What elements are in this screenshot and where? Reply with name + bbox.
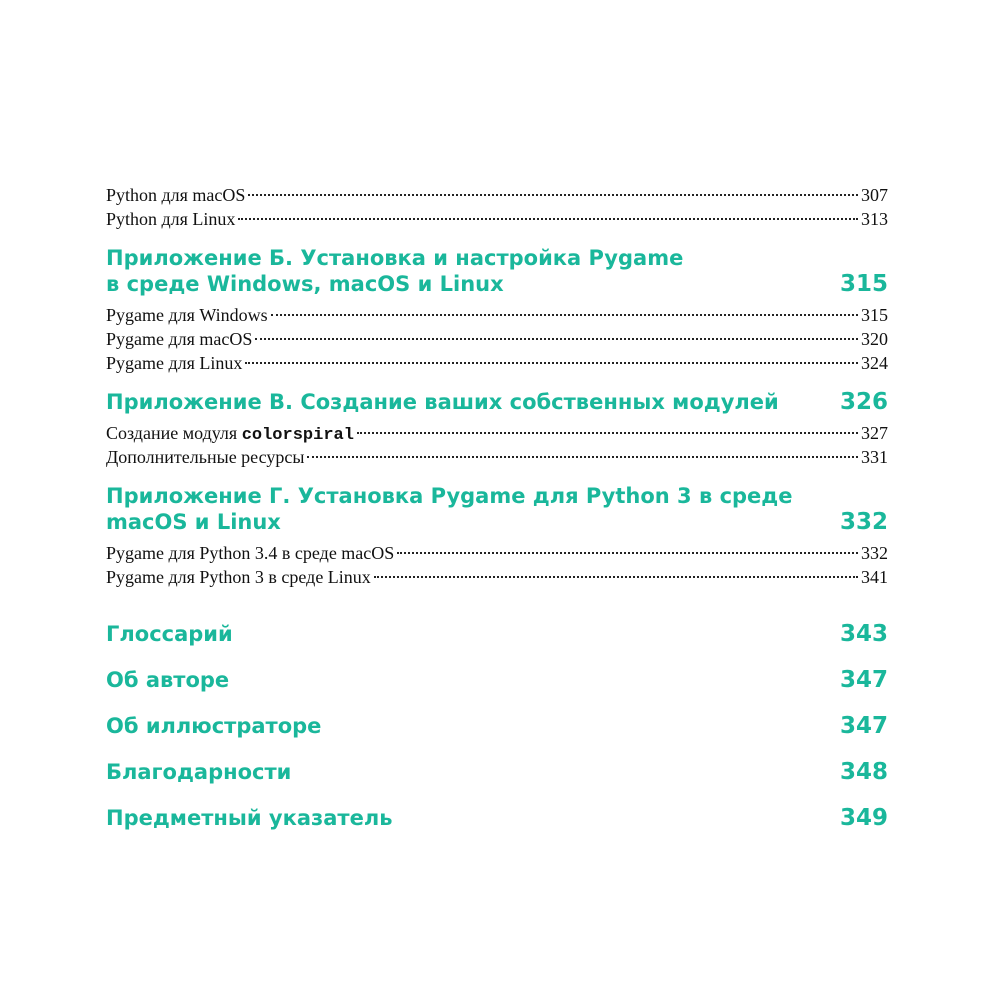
section-page: 347 <box>839 667 888 693</box>
dot-leader <box>271 314 858 316</box>
toc-entry-page: 320 <box>861 329 888 349</box>
toc-entry-label: Pygame для Python 3.4 в среде macOS <box>106 543 395 563</box>
appendix-c-heading[interactable] <box>106 389 888 415</box>
toc-entry-page: 332 <box>861 543 888 563</box>
section-page: 343 <box>839 621 888 647</box>
toc-entry[interactable] <box>106 565 888 589</box>
section-spacer <box>106 589 888 611</box>
toc-entry[interactable] <box>106 303 888 327</box>
toc-entry[interactable] <box>106 541 888 565</box>
toc-entry[interactable] <box>106 183 888 207</box>
toc-entry-label: Python для macOS <box>106 185 246 205</box>
toc-entry-label <box>106 421 354 448</box>
section-title: Предметный указатель <box>106 806 393 830</box>
section-heading-about-illustrator[interactable] <box>106 703 888 749</box>
toc-entry-page: 307 <box>861 185 888 205</box>
toc-entry[interactable] <box>106 351 888 375</box>
appendix-b-heading[interactable] <box>106 245 888 297</box>
dot-leader <box>255 338 858 340</box>
section-heading-about-author[interactable] <box>106 657 888 703</box>
table-of-contents <box>106 183 888 841</box>
appendix-d-heading[interactable] <box>106 483 888 535</box>
toc-entry-label: Python для Linux <box>106 209 236 229</box>
toc-entry-label: Дополнительные ресурсы <box>106 447 305 467</box>
toc-entry[interactable] <box>106 207 888 231</box>
dot-leader <box>397 552 858 554</box>
toc-entry-label: Pygame для Windows <box>106 305 268 325</box>
section-title: Глоссарий <box>106 622 233 646</box>
section-heading-index[interactable] <box>106 795 888 841</box>
section-heading-glossary[interactable] <box>106 611 888 657</box>
section-page: 349 <box>839 805 888 831</box>
toc-entry-label: Pygame для macOS <box>106 329 253 349</box>
toc-entry-label-prefix: Создание модуля <box>106 423 242 443</box>
toc-entry-page: 331 <box>861 447 888 467</box>
appendix-c-title: Приложение В. Создание ваших собственных модулей <box>106 390 779 414</box>
toc-entry-page: 327 <box>861 423 888 443</box>
dot-leader <box>248 194 858 196</box>
appendix-d-title <box>106 483 793 535</box>
toc-entry[interactable] <box>106 327 888 351</box>
appendix-d-page: 332 <box>839 509 888 535</box>
toc-entry[interactable] <box>106 421 888 445</box>
section-heading-acknowledgements[interactable] <box>106 749 888 795</box>
section-title: Благодарности <box>106 760 292 784</box>
appendix-b-page: 315 <box>839 271 888 297</box>
toc-entry[interactable] <box>106 445 888 469</box>
appendix-b-title-line1: Приложение Б. Установка и настройка Pygame <box>106 246 684 270</box>
dot-leader <box>374 576 858 578</box>
appendix-b-title <box>106 245 683 297</box>
dot-leader <box>238 218 858 220</box>
section-page: 347 <box>839 713 888 739</box>
toc-entry-page: 313 <box>861 209 888 229</box>
dot-leader <box>245 362 858 364</box>
section-page: 348 <box>839 759 888 785</box>
toc-entry-label: Pygame для Python 3 в среде Linux <box>106 567 371 587</box>
appendix-d-title-line2: macOS и Linux <box>106 510 281 534</box>
toc-entry-page: 341 <box>861 567 888 587</box>
appendix-c-page: 326 <box>839 389 888 415</box>
appendix-b-title-line2: в среде Windows, macOS и Linux <box>106 272 504 296</box>
module-name-code: colorspiral <box>241 426 354 445</box>
toc-entry-page: 324 <box>861 353 888 373</box>
toc-entry-label: Pygame для Linux <box>106 353 243 373</box>
appendix-d-title-line1: Приложение Г. Установка Pygame для Python 3 в среде <box>106 484 793 508</box>
dot-leader <box>307 456 858 458</box>
section-title: Об авторе <box>106 668 230 692</box>
dot-leader <box>357 432 858 434</box>
toc-entry-page: 315 <box>861 305 888 325</box>
section-title: Об иллюстраторе <box>106 714 322 738</box>
